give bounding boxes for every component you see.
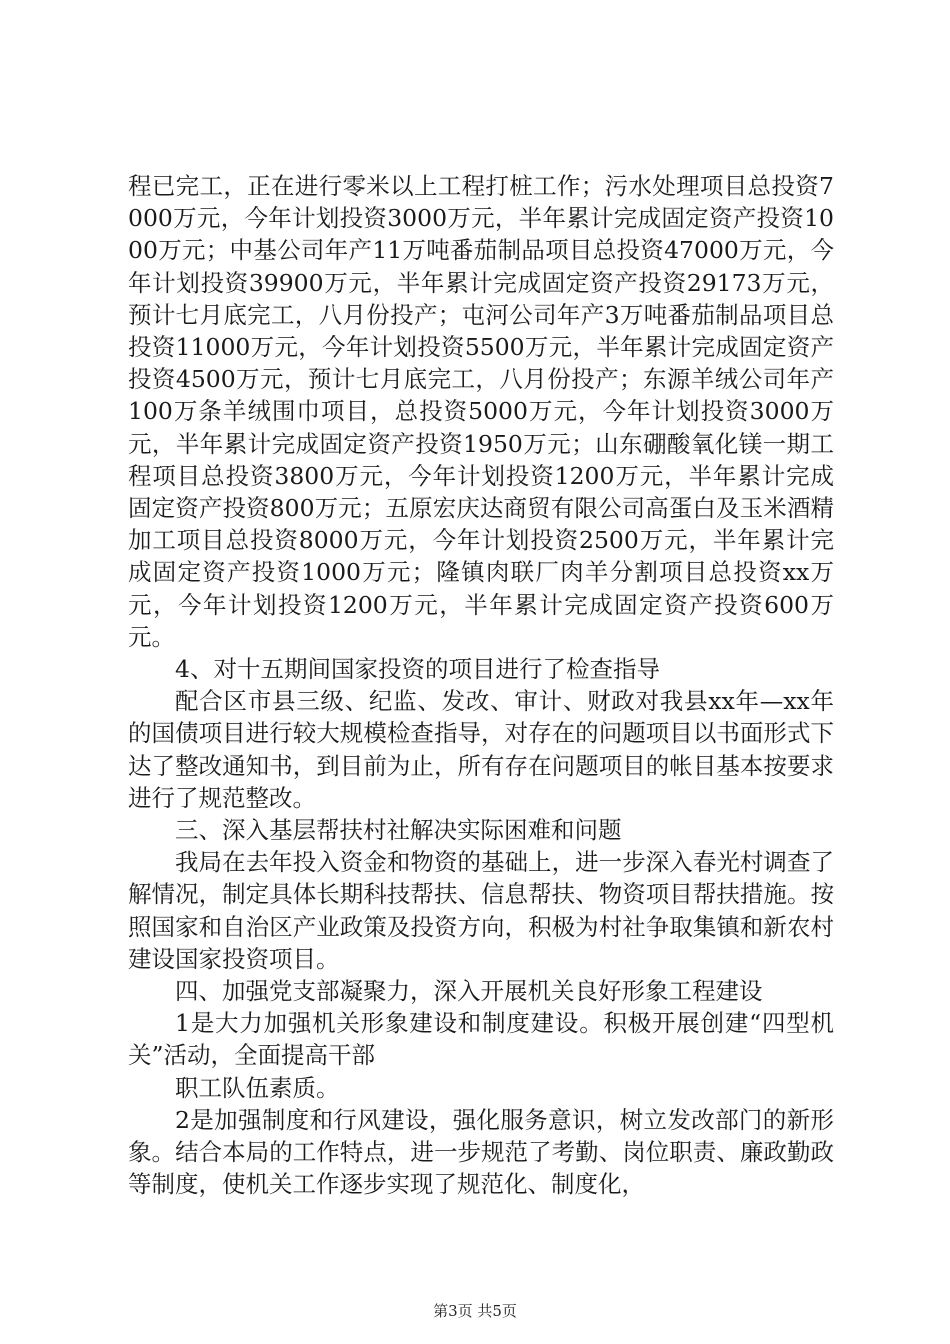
paragraph-item-one-continued: 职工队伍素质。 (175, 1073, 340, 1102)
heading-section-four: 四、加强党支部凝聚力，深入开展机关良好形象工程建设 (175, 977, 763, 1006)
heading-national-projects: 4、对十五期间国家投资的项目进行了检查指导 (175, 655, 660, 684)
paragraph-village-support: 我局在去年投入资金和物资的基础上，进一步深入春光村调查了解情况，制定具体长期科技帮扶、信息帮扶、物资项目帮扶措施。按照国家和自治区产业政策及投资方向，积极为村社争取集镇和新农村建设国家投资项目。 (128, 848, 834, 973)
paragraph-project-list: 程已完工，正在进行零米以上工程打桩工作；污水处理项目总投资7000万元，今年计划投资3000万元，半年累计完成固定资产投资1000万元；中基公司年产11万吨番茄制品项目总投资47000万元，今年计划投资39900万元，半年累计完成固定资产投资29173万元，预计七月底完工，八月份投产；屯河公司年产3万吨番茄制品项目总投资11000万元，今年计划投资5500万元，半年累计完成固定资产投资4500万元，预计七月底完工，八月份投产；东源羊绒公司年产100万条羊绒围巾项目，总投资5000万元，今年计划投资3000万元，半年累计完成固定资产投资1950万元；山东硼酸氧化镁一期工程项目总投资3800万元，今年计划投资1200万元，半年累计完成固定资产投资800万元；五原宏庆达商贸有限公司高蛋白及玉米酒精加工项目总投资8000万元，今年计划投资2500万元，半年累计完成固定资产投资1000万元；隆镇肉联厂肉羊分割项目总投资xx万元，今年计划投资1200万元，半年累计完成固定资产投资600万元。 (128, 172, 834, 651)
paragraph-item-one: 1是大力加强机关形象建设和制度建设。积极开展创建“四型机关”活动，全面提高干部 (128, 1009, 834, 1070)
document-body (128, 170, 834, 1201)
paragraph-national-projects: 配合区市县三级、纪监、发改、审计、财政对我县xx年—xx年的国债项目进行较大规模检查指导，对存在的问题项目以书面形式下达了整改通知书，到目前为止，所有存在问题项目的帐目基本按要求进行了规范整改。 (128, 687, 834, 812)
paragraph-item-two: 2是加强制度和行风建设，强化服务意识，树立发改部门的新形象。结合本局的工作特点，进一步规范了考勤、岗位职责、廉政勤政等制度，使机关工作逐步实现了规范化、制度化， (128, 1105, 834, 1199)
heading-section-three: 三、深入基层帮扶村社解决实际困难和问题 (175, 816, 622, 845)
page-number: 第3页 共5页 (433, 1302, 517, 1320)
